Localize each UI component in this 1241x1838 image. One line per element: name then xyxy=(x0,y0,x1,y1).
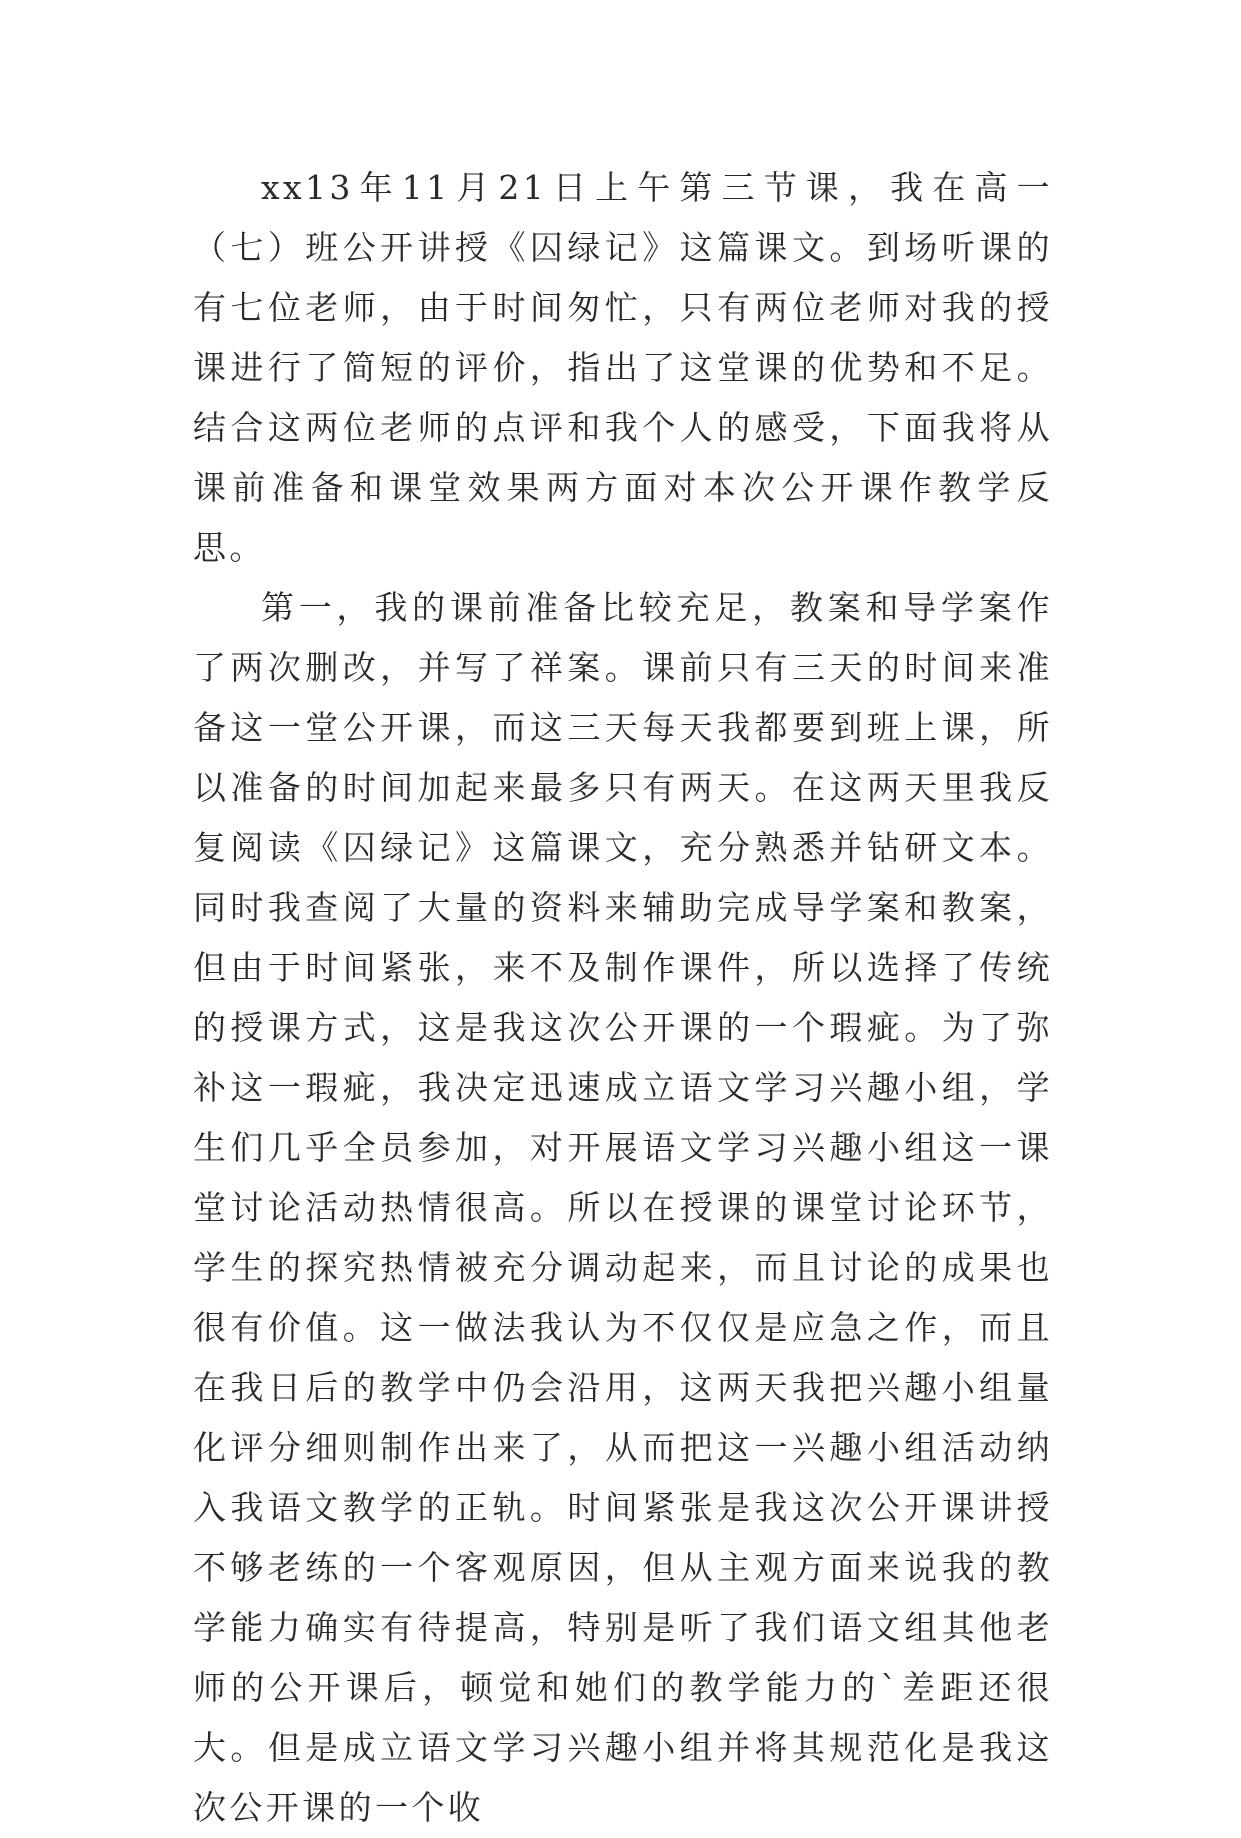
paragraph-intro: xx13年11月21日上午第三节课，我在高一（七）班公开讲授《囚绿记》这篇课文。到场听课的有七位老师，由于时间匆忙，只有两位老师对我的授课进行了简短的评价，指出了这堂课的优势和不足。结合这两位老师的点评和我个人的感受，下面我将从课前准备和课堂效果两方面对本次公开课作教学反思。 xyxy=(193,168,1053,567)
paragraph-first-point: 第一，我的课前准备比较充足，教案和导学案作了两次删改，并写了祥案。课前只有三天的时间来准备这一堂公开课，而这三天每天我都要到班上课，所以准备的时间加起来最多只有两天。在这两天里我反复阅读《囚绿记》这篇课文，充分熟悉并钻研文本。同时我查阅了大量的资料来辅助完成导学案和教案，但由于时间紧张，来不及制作课件，所以选择了传统的授课方式，这是我这次公开课的一个瑕疵。为了弥补这一瑕疵，我决定迅速成立语文学习兴趣小组，学生们几乎全员参加，对开展语文学习兴趣小组这一课堂讨论活动热情很高。所以在授课的课堂讨论环节，学生的探究热情被充分调动起来，而且讨论的成果也很有价值。这一做法我认为不仅仅是应急之作，而且在我日后的教学中仍会沿用，这两天我把兴趣小组量化评分细则制作出来了，从而把这一兴趣小组活动纳入我语文教学的正轨。时间紧张是我这次公开课讲授不够老练的一个客观原因，但从主观方面来说我的教学能力确实有待提高，特别是听了我们语文组其他老师的公开课后，顿觉和她们的教学能力的`差距还很大。但是成立语文学习兴趣小组并将其规范化是我这次公开课的一个收 xyxy=(193,588,1053,1827)
document-body xyxy=(193,158,1053,1838)
